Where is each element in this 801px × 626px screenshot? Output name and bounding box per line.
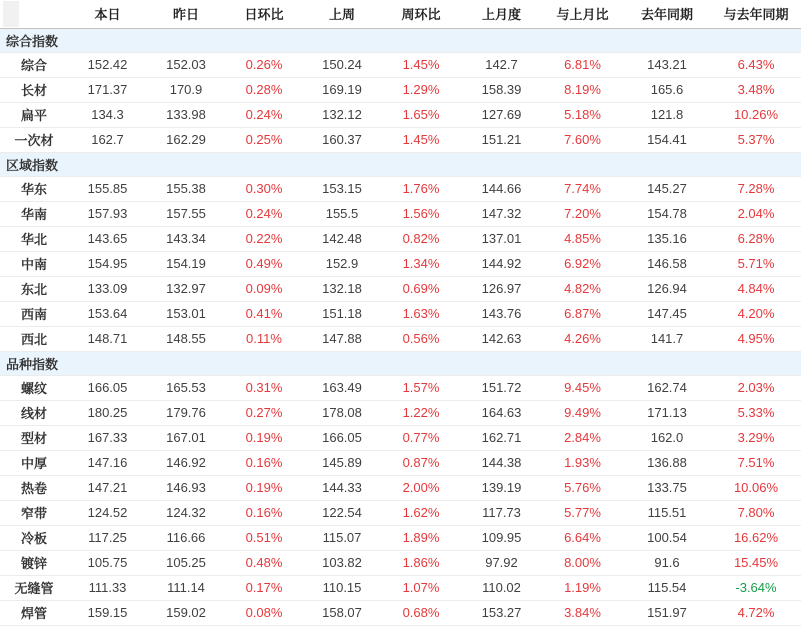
index-value: 91.6 (623, 550, 711, 575)
row-label: 东北 (0, 276, 68, 301)
change-value: 9.49% (542, 400, 623, 425)
change-value: 1.34% (381, 251, 461, 276)
index-value: 178.08 (303, 400, 381, 425)
index-value: 170.9 (147, 77, 225, 102)
change-value: 0.17% (225, 575, 303, 600)
index-value: 105.75 (68, 550, 147, 575)
index-value: 144.92 (461, 251, 542, 276)
row-label: 长材 (0, 77, 68, 102)
index-value: 147.21 (68, 475, 147, 500)
change-value: 4.84% (711, 276, 801, 301)
column-header-last-month: 上月度 (461, 0, 542, 28)
table-row (0, 201, 801, 226)
index-value: 121.8 (623, 102, 711, 127)
row-label: 一次材 (0, 127, 68, 152)
table-row (0, 400, 801, 425)
row-label: 中南 (0, 251, 68, 276)
index-value: 157.93 (68, 201, 147, 226)
index-value: 159.02 (147, 600, 225, 625)
change-value: 7.51% (711, 450, 801, 475)
index-value: 154.78 (623, 201, 711, 226)
index-value: 142.7 (461, 52, 542, 77)
table-row (0, 450, 801, 475)
index-value: 141.7 (623, 326, 711, 351)
column-header-last-year-same-period: 去年同期 (623, 0, 711, 28)
change-value: 5.33% (711, 400, 801, 425)
index-value: 109.95 (461, 525, 542, 550)
change-value: 8.19% (542, 77, 623, 102)
table-row (0, 77, 801, 102)
change-value: 0.51% (225, 525, 303, 550)
table-row (0, 425, 801, 450)
index-value: 151.18 (303, 301, 381, 326)
index-value: 144.38 (461, 450, 542, 475)
change-value: 0.16% (225, 450, 303, 475)
table-row (0, 550, 801, 575)
index-value: 105.25 (147, 550, 225, 575)
index-value: 166.05 (303, 425, 381, 450)
change-value: 0.41% (225, 301, 303, 326)
change-value: 0.82% (381, 226, 461, 251)
change-value: 1.86% (381, 550, 461, 575)
index-value: 162.7 (68, 127, 147, 152)
row-label: 无缝管 (0, 575, 68, 600)
change-value: 3.84% (542, 600, 623, 625)
index-value: 162.29 (147, 127, 225, 152)
change-value: 5.18% (542, 102, 623, 127)
index-value: 111.33 (68, 575, 147, 600)
index-value: 145.27 (623, 176, 711, 201)
change-value: 0.08% (225, 600, 303, 625)
change-value: 10.26% (711, 102, 801, 127)
row-label: 华东 (0, 176, 68, 201)
change-value: 1.22% (381, 400, 461, 425)
table-row (0, 226, 801, 251)
row-label: 热卷 (0, 475, 68, 500)
index-value: 153.01 (147, 301, 225, 326)
section-title: 综合指数 (0, 28, 801, 52)
change-value: 4.20% (711, 301, 801, 326)
index-value: 146.58 (623, 251, 711, 276)
table-row (0, 525, 801, 550)
index-value: 148.71 (68, 326, 147, 351)
section-row (0, 351, 801, 375)
index-value: 132.18 (303, 276, 381, 301)
index-value: 110.15 (303, 575, 381, 600)
section-title: 品种指数 (0, 351, 801, 375)
header-row (0, 0, 801, 28)
index-value: 143.21 (623, 52, 711, 77)
index-value: 133.98 (147, 102, 225, 127)
column-header-today: 本日 (68, 0, 147, 28)
change-value: -3.64% (711, 575, 801, 600)
row-label: 窄带 (0, 500, 68, 525)
table-row (0, 301, 801, 326)
column-header-vs-last-month: 与上月比 (542, 0, 623, 28)
index-value: 97.92 (461, 550, 542, 575)
change-value: 1.65% (381, 102, 461, 127)
index-value: 146.92 (147, 450, 225, 475)
change-value: 0.24% (225, 201, 303, 226)
index-value: 103.82 (303, 550, 381, 575)
change-value: 1.93% (542, 450, 623, 475)
row-label: 型材 (0, 425, 68, 450)
index-value: 179.76 (147, 400, 225, 425)
table-row (0, 600, 801, 625)
index-value: 167.33 (68, 425, 147, 450)
index-value: 146.93 (147, 475, 225, 500)
table-row (0, 276, 801, 301)
index-value: 162.71 (461, 425, 542, 450)
row-label: 线材 (0, 400, 68, 425)
index-value: 157.55 (147, 201, 225, 226)
change-value: 6.92% (542, 251, 623, 276)
change-value: 7.20% (542, 201, 623, 226)
change-value: 8.00% (542, 550, 623, 575)
row-label: 冷板 (0, 525, 68, 550)
index-value: 154.19 (147, 251, 225, 276)
change-value: 7.80% (711, 500, 801, 525)
row-label: 西北 (0, 326, 68, 351)
change-value: 2.04% (711, 201, 801, 226)
change-value: 1.29% (381, 77, 461, 102)
column-header-last-week: 上周 (303, 0, 381, 28)
row-label: 螺纹 (0, 375, 68, 400)
change-value: 0.26% (225, 52, 303, 77)
index-value: 147.32 (461, 201, 542, 226)
index-value: 166.05 (68, 375, 147, 400)
change-value: 3.48% (711, 77, 801, 102)
column-header-vs-last-year: 与去年同期 (711, 0, 801, 28)
change-value: 1.56% (381, 201, 461, 226)
row-label: 华南 (0, 201, 68, 226)
index-value: 165.6 (623, 77, 711, 102)
change-value: 0.11% (225, 326, 303, 351)
index-value: 124.32 (147, 500, 225, 525)
index-value: 136.88 (623, 450, 711, 475)
change-value: 0.77% (381, 425, 461, 450)
index-value: 151.97 (623, 600, 711, 625)
change-value: 1.57% (381, 375, 461, 400)
row-label: 综合 (0, 52, 68, 77)
table-row (0, 500, 801, 525)
change-value: 0.87% (381, 450, 461, 475)
change-value: 0.68% (381, 600, 461, 625)
table-row (0, 102, 801, 127)
table-row (0, 575, 801, 600)
index-value: 154.95 (68, 251, 147, 276)
column-header-weekly-change: 周环比 (381, 0, 461, 28)
index-value: 117.73 (461, 500, 542, 525)
table-row (0, 176, 801, 201)
change-value: 1.63% (381, 301, 461, 326)
index-value: 139.19 (461, 475, 542, 500)
column-header-yesterday: 昨日 (147, 0, 225, 28)
column-header-daily-change: 日环比 (225, 0, 303, 28)
change-value: 0.25% (225, 127, 303, 152)
change-value: 0.16% (225, 500, 303, 525)
row-label: 镀锌 (0, 550, 68, 575)
index-value: 142.63 (461, 326, 542, 351)
change-value: 2.03% (711, 375, 801, 400)
index-value: 169.19 (303, 77, 381, 102)
index-value: 127.69 (461, 102, 542, 127)
index-value: 115.51 (623, 500, 711, 525)
change-value: 6.43% (711, 52, 801, 77)
change-value: 6.81% (542, 52, 623, 77)
index-value: 115.54 (623, 575, 711, 600)
table-row (0, 326, 801, 351)
change-value: 4.82% (542, 276, 623, 301)
section-title: 区域指数 (0, 152, 801, 176)
row-label: 华北 (0, 226, 68, 251)
corner-cell (0, 0, 68, 28)
index-value: 150.24 (303, 52, 381, 77)
change-value: 0.30% (225, 176, 303, 201)
row-label: 中厚 (0, 450, 68, 475)
change-value: 0.49% (225, 251, 303, 276)
index-value: 171.13 (623, 400, 711, 425)
change-value: 3.29% (711, 425, 801, 450)
index-value: 145.89 (303, 450, 381, 475)
change-value: 5.37% (711, 127, 801, 152)
index-value: 142.48 (303, 226, 381, 251)
change-value: 10.06% (711, 475, 801, 500)
section-row (0, 28, 801, 52)
change-value: 16.62% (711, 525, 801, 550)
index-value: 158.07 (303, 600, 381, 625)
index-value: 132.12 (303, 102, 381, 127)
change-value: 0.28% (225, 77, 303, 102)
index-value: 126.94 (623, 276, 711, 301)
index-value: 155.85 (68, 176, 147, 201)
index-value: 155.38 (147, 176, 225, 201)
change-value: 15.45% (711, 550, 801, 575)
index-value: 116.66 (147, 525, 225, 550)
change-value: 4.85% (542, 226, 623, 251)
index-value: 152.42 (68, 52, 147, 77)
index-value: 133.09 (68, 276, 147, 301)
change-value: 1.45% (381, 127, 461, 152)
index-value: 152.9 (303, 251, 381, 276)
change-value: 1.76% (381, 176, 461, 201)
index-value: 163.49 (303, 375, 381, 400)
change-value: 6.64% (542, 525, 623, 550)
index-value: 100.54 (623, 525, 711, 550)
corner-strip (3, 1, 19, 27)
index-value: 133.75 (623, 475, 711, 500)
change-value: 5.71% (711, 251, 801, 276)
index-value: 126.97 (461, 276, 542, 301)
table-row (0, 251, 801, 276)
row-label: 扁平 (0, 102, 68, 127)
table-row (0, 52, 801, 77)
index-value: 134.3 (68, 102, 147, 127)
change-value: 7.74% (542, 176, 623, 201)
index-value: 151.72 (461, 375, 542, 400)
change-value: 1.62% (381, 500, 461, 525)
index-value: 147.88 (303, 326, 381, 351)
index-value: 155.5 (303, 201, 381, 226)
change-value: 5.76% (542, 475, 623, 500)
change-value: 0.31% (225, 375, 303, 400)
change-value: 1.89% (381, 525, 461, 550)
index-value: 171.37 (68, 77, 147, 102)
change-value: 0.19% (225, 425, 303, 450)
index-value: 160.37 (303, 127, 381, 152)
change-value: 0.22% (225, 226, 303, 251)
index-value: 180.25 (68, 400, 147, 425)
index-value: 110.02 (461, 575, 542, 600)
index-value: 147.16 (68, 450, 147, 475)
index-value: 124.52 (68, 500, 147, 525)
change-value: 6.28% (711, 226, 801, 251)
change-value: 0.48% (225, 550, 303, 575)
table-row (0, 127, 801, 152)
change-value: 1.19% (542, 575, 623, 600)
index-value: 132.97 (147, 276, 225, 301)
change-value: 5.77% (542, 500, 623, 525)
index-value: 158.39 (461, 77, 542, 102)
index-value: 144.66 (461, 176, 542, 201)
change-value: 0.09% (225, 276, 303, 301)
index-value: 154.41 (623, 127, 711, 152)
section-row (0, 152, 801, 176)
index-value: 167.01 (147, 425, 225, 450)
index-value: 111.14 (147, 575, 225, 600)
index-value: 143.65 (68, 226, 147, 251)
index-value: 137.01 (461, 226, 542, 251)
change-value: 0.27% (225, 400, 303, 425)
index-value: 122.54 (303, 500, 381, 525)
index-value: 148.55 (147, 326, 225, 351)
change-value: 4.26% (542, 326, 623, 351)
change-value: 0.24% (225, 102, 303, 127)
index-value: 135.16 (623, 226, 711, 251)
change-value: 1.45% (381, 52, 461, 77)
index-value: 162.74 (623, 375, 711, 400)
index-value: 165.53 (147, 375, 225, 400)
change-value: 4.95% (711, 326, 801, 351)
change-value: 0.56% (381, 326, 461, 351)
change-value: 2.00% (381, 475, 461, 500)
change-value: 4.72% (711, 600, 801, 625)
index-value: 152.03 (147, 52, 225, 77)
change-value: 0.19% (225, 475, 303, 500)
index-value: 115.07 (303, 525, 381, 550)
index-value: 159.15 (68, 600, 147, 625)
index-value: 164.63 (461, 400, 542, 425)
row-label: 西南 (0, 301, 68, 326)
index-value: 143.34 (147, 226, 225, 251)
index-value: 162.0 (623, 425, 711, 450)
index-value: 144.33 (303, 475, 381, 500)
change-value: 6.87% (542, 301, 623, 326)
index-value: 147.45 (623, 301, 711, 326)
table-row (0, 475, 801, 500)
index-value: 117.25 (68, 525, 147, 550)
change-value: 2.84% (542, 425, 623, 450)
change-value: 9.45% (542, 375, 623, 400)
change-value: 1.07% (381, 575, 461, 600)
index-value: 151.21 (461, 127, 542, 152)
index-value: 153.64 (68, 301, 147, 326)
index-value: 143.76 (461, 301, 542, 326)
table-row (0, 375, 801, 400)
index-value: 153.27 (461, 600, 542, 625)
row-label: 焊管 (0, 600, 68, 625)
change-value: 0.69% (381, 276, 461, 301)
change-value: 7.28% (711, 176, 801, 201)
index-value: 153.15 (303, 176, 381, 201)
change-value: 7.60% (542, 127, 623, 152)
